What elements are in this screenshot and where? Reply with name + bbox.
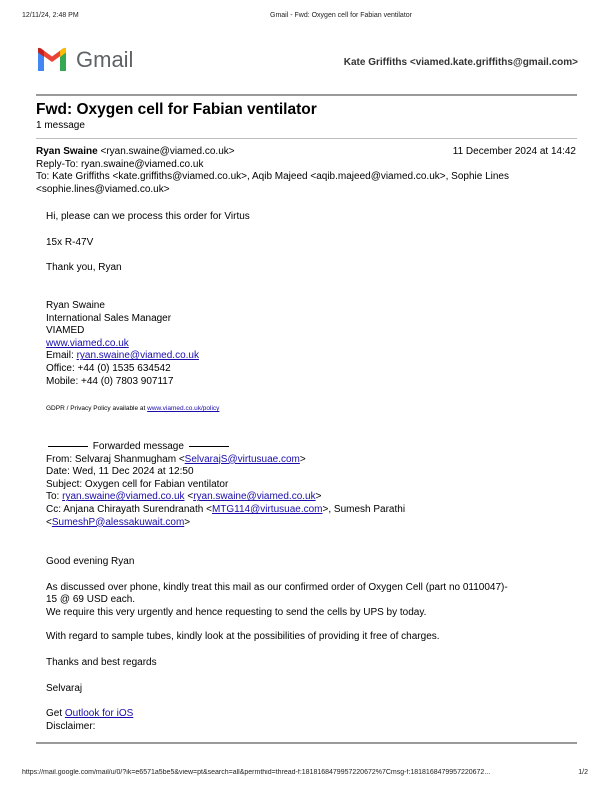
gmail-m-icon (36, 47, 68, 73)
fwd-date: Date: Wed, 11 Dec 2024 at 12:50 (46, 466, 194, 478)
forwarded-body (46, 556, 508, 733)
fwd-name: Selvaraj (46, 682, 83, 694)
fwd-to-label: To: (46, 491, 63, 503)
print-url: https://mail.google.com/mail/u/0/?ik=e6571a5be5&view=pt&search=all&permthid=thread-f:1818168479957220672%7Cmsg-f:18181684799572206​72... (22, 769, 491, 776)
message-header (36, 146, 509, 196)
fwd-closing: Thanks and best regards (46, 656, 157, 668)
fwd-from-label: From: Selvaraj Shanmugham < (46, 453, 185, 465)
fwd-from-email[interactable]: SelvarajS@virtusuae.com (184, 453, 300, 465)
fwd-to-end: > (315, 491, 322, 503)
account-email: Kate Griffiths <viamed.kate.griffiths@gmail.com> (343, 57, 578, 68)
fwd-body-p2: With regard to sample tubes, kindly look at the possibilities of providing it free of charges. (46, 631, 440, 643)
subject-divider (36, 138, 577, 139)
body-thanks: Thank you, Ryan (46, 262, 122, 274)
outlook-ios-link[interactable]: Outlook for iOS (64, 708, 134, 720)
sig-website-link[interactable]: www.viamed.co.uk (46, 337, 129, 349)
fwd-to-email[interactable]: ryan.swaine@viamed.co.uk (62, 491, 185, 503)
print-datetime: 12/11/24, 2:48 PM (22, 12, 79, 19)
fwd-body-p1-line2: 15 @ 69 USD each. (46, 594, 136, 606)
fwd-to-mid: < (184, 491, 194, 503)
sig-email-label: Email: (46, 350, 77, 362)
fwd-cc-line2-end: > (184, 516, 191, 528)
sender-email: <ryan.swaine@viamed.co.uk> (100, 146, 235, 157)
gdpr-note (46, 405, 219, 412)
sig-company: VIAMED (46, 325, 85, 337)
fwd-body-greeting: Good evening Ryan (46, 556, 135, 567)
reply-to: Reply-To: ryan.swaine@viamed.co.uk (36, 158, 204, 170)
fwd-cc-email-2[interactable]: SumeshP@alessakuwait.com (51, 516, 185, 528)
fwd-cc-label: Cc: Anjana Chirayath Surendranath < (46, 503, 212, 515)
header-divider (36, 94, 577, 96)
sig-email-link[interactable]: ryan.swaine@viamed.co.uk (76, 350, 199, 362)
fwd-get-label: Get (46, 708, 65, 720)
thread-subject: Fwd: Oxygen cell for Fabian ventilator (36, 101, 317, 118)
forwarded-header (46, 441, 405, 529)
to-line-2: <sophie.lines@viamed.co.uk> (36, 183, 170, 195)
fwd-body-p1-line3: We require this very urgently and hence requesting to send the cells by UPS by today. (46, 606, 427, 618)
footer-divider (36, 742, 577, 744)
message-body (46, 211, 250, 275)
fwd-to-email-2[interactable]: ryan.swaine@viamed.co.uk (193, 491, 316, 503)
to-line-1: To: Kate Griffiths <kate.griffiths@viamed.co.uk>, Aqib Majeed <aqib.majeed@viamed.co.uk>, Sophie Lines (36, 171, 509, 183)
body-order: 15x R-47V (46, 236, 94, 248)
message-date: 11 December 2024 at 14:42 (452, 146, 576, 157)
fwd-cc-mid: >, Sumesh Parathi (322, 503, 406, 515)
gdpr-link[interactable]: www.viamed.co.uk/policy (147, 405, 220, 412)
body-greeting: Hi, please can we process this order for Virtus (46, 211, 250, 222)
gmail-logo (36, 45, 142, 75)
fwd-body-p1-line1: As discussed over phone, kindly treat this mail as our confirmed order of Oxygen Cell (part no 0110047)- (46, 581, 508, 593)
fwd-disclaimer: Disclaimer: (46, 720, 96, 732)
sig-office: Office: +44 (0) 1535 634542 (46, 362, 171, 374)
fwd-subject: Subject: Oxygen cell for Fabian ventilator (46, 478, 229, 490)
signature (46, 300, 199, 388)
fwd-from-end: > (299, 453, 306, 465)
gdpr-text: GDPR / Privacy Policy available at (46, 405, 148, 412)
sender-name: Ryan Swaine (36, 146, 98, 157)
gmail-wordmark: Gmail (76, 47, 134, 72)
print-page-title: Gmail - Fwd: Oxygen cell for Fabian ventilator (270, 12, 412, 19)
message-count: 1 message (36, 120, 85, 131)
sig-title: International Sales Manager (46, 312, 172, 324)
fwd-cc-line2-start: < (46, 516, 52, 528)
sig-mobile: Mobile: +44 (0) 7803 907117 (46, 375, 174, 387)
print-page-number: 1/2 (578, 769, 588, 776)
sig-name: Ryan Swaine (46, 300, 105, 311)
fwd-cc-email[interactable]: MTG114@virtusuae.com (211, 503, 323, 515)
forwarded-label: Forwarded message (92, 441, 184, 452)
